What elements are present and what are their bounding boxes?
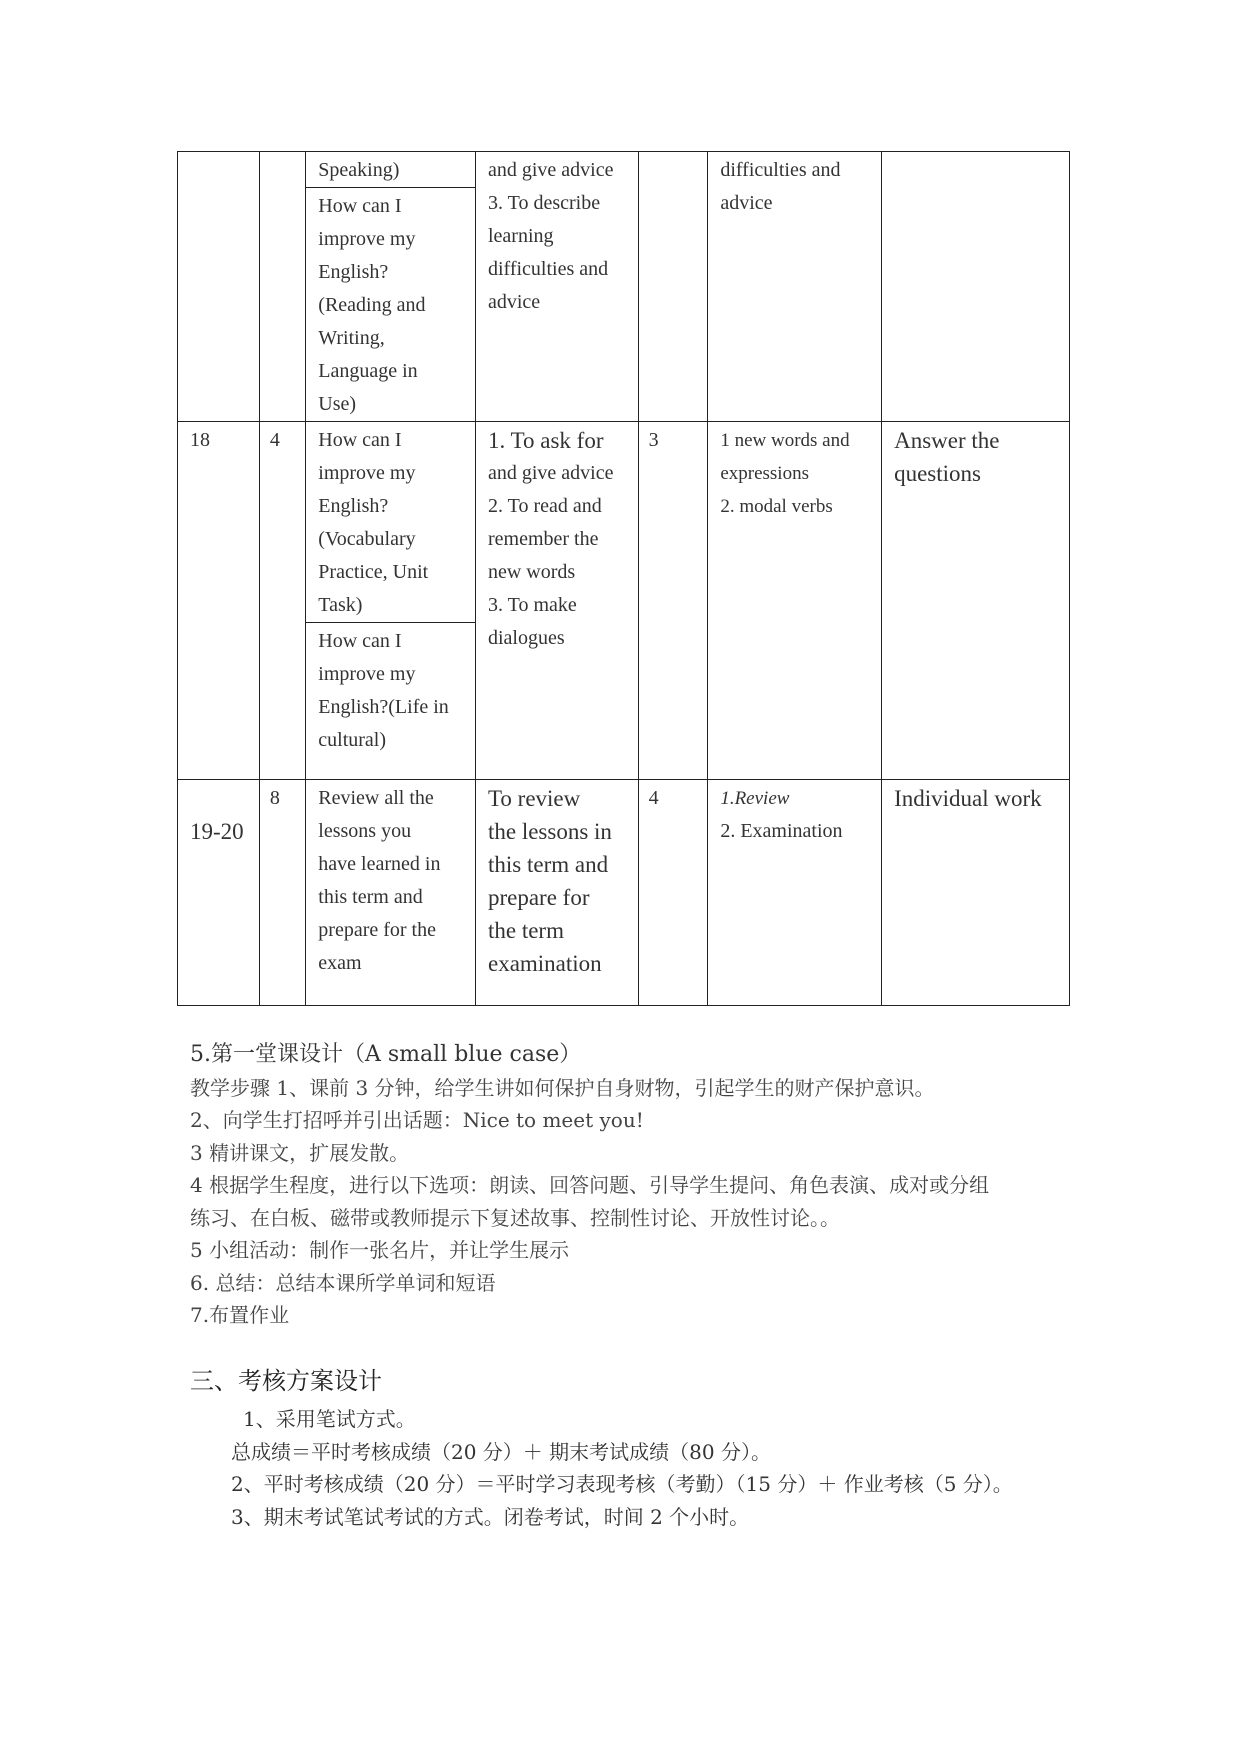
paragraph: 6. 总结：总结本课所学单词和短语: [190, 1270, 496, 1295]
key-points-cell: difficulties and advice: [708, 152, 882, 422]
lesson-part: Speaking): [318, 159, 400, 181]
hours-cell: 4: [259, 422, 305, 780]
objectives-cell: To review the lessons in this term and prepare for the term examination: [475, 780, 638, 1006]
level-cell: [638, 152, 708, 422]
week-cell: 18: [178, 422, 260, 780]
paragraph: 5 小组活动：制作一张名片，并让学生展示: [190, 1238, 570, 1262]
table-row: [178, 152, 1070, 422]
teaching-plan-table: [177, 151, 1070, 1006]
week-cell: 19-20: [178, 780, 260, 1006]
hours-cell: [259, 152, 305, 422]
lesson-part: Review all the lessons you have learned in this term and prepare for the exam: [318, 787, 441, 974]
assessment-section: [231, 1403, 1013, 1533]
table-row: [178, 780, 1070, 1006]
objectives-cell: 1. To ask for and give advice 2. To read and remember the new words 3. To make dialogues: [475, 422, 638, 780]
lesson-cell: [306, 152, 476, 422]
paragraph: 2、向学生打招呼并引出话题：Nice to meet you!: [190, 1108, 644, 1132]
method-cell: [882, 152, 1070, 422]
lesson-cell: [306, 780, 476, 1006]
objectives-cell: and give advice 3. To describe learning difficulties and advice: [475, 152, 638, 422]
key-points-cell: 1.Review 2. Examination: [708, 780, 882, 1006]
hours-cell: 8: [259, 780, 305, 1006]
lesson-part: How can I improve my English? (Vocabulary Practice, Unit Task): [318, 429, 429, 616]
lesson-part: How can I improve my English?(Life in cultural): [306, 622, 475, 757]
paragraph: 总成绩＝平时考核成绩（20 分）＋ 期末考试成绩（80 分）。: [231, 1439, 771, 1464]
level-cell: 3: [638, 422, 708, 780]
paragraph: 2、平时考核成绩（20 分）＝平时学习表现考核（考勤）（15 分）＋ 作业考核（5 分）。: [231, 1472, 1013, 1496]
section-heading: 三、考核方案设计: [190, 1367, 382, 1395]
lesson-cell: [306, 422, 476, 780]
level-cell: 4: [638, 780, 708, 1006]
paragraph: 练习、在白板、磁带或教师提示下复述故事、控制性讨论、开放性讨论。。: [190, 1205, 840, 1230]
method-cell: Answer the questions: [882, 422, 1070, 780]
paragraph: 教学步骤 1、课前 3 分钟，给学生讲如何保护自身财物，引起学生的财产保护意识。: [190, 1075, 935, 1100]
section-title: 5.第一堂课设计（A small blue case）: [190, 1042, 582, 1067]
paragraph: 7.布置作业: [190, 1303, 290, 1327]
lesson-part: How can I improve my English? (Reading and Writing, Language in Use): [306, 187, 475, 421]
paragraph: 1、采用笔试方式。: [243, 1407, 416, 1431]
week-cell: [178, 152, 260, 422]
key-points-cell: 1 new words and expressions 2. modal verbs: [708, 422, 882, 780]
paragraph: 4 根据学生程度，进行以下选项：朗读、回答问题、引导学生提问、角色表演、成对或分组: [190, 1173, 990, 1197]
paragraph: 3 精讲课文，扩展发散。: [190, 1140, 410, 1165]
first-lesson-design-section: [190, 1039, 1090, 1332]
paragraph: 3、期末考试笔试考试的方式。闭卷考试，时间 2 个小时。: [231, 1504, 750, 1529]
method-cell: Individual work: [882, 780, 1070, 1006]
table-row: [178, 422, 1070, 780]
